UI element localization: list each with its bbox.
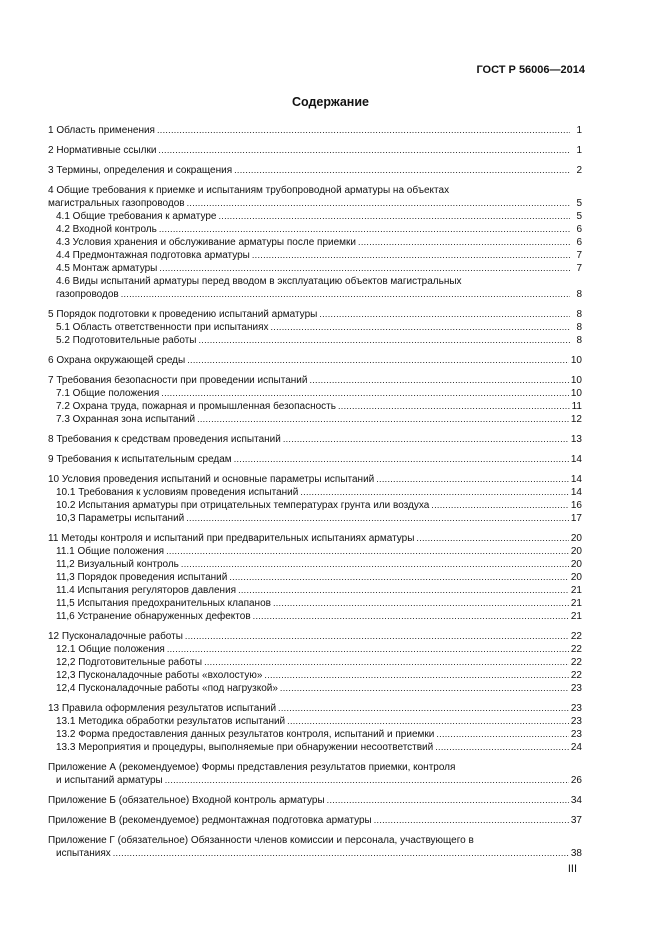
dot-leader	[436, 728, 569, 741]
toc-entry[interactable]: испытаниях ..... 38	[48, 847, 582, 860]
toc-subentry[interactable]: 7.1 Общие положения ..... 10	[48, 387, 582, 400]
toc-appendix-g	[48, 834, 582, 860]
toc-section-2	[48, 144, 582, 157]
page-ref: 34	[570, 795, 582, 806]
page-ref: 1	[576, 145, 582, 156]
page-ref: 23	[570, 683, 582, 694]
page-ref: 22	[570, 670, 582, 681]
toc-section-12	[48, 630, 582, 695]
toc-appendix-a	[48, 761, 582, 787]
toc-section-10	[48, 473, 582, 525]
dot-leader	[278, 702, 569, 715]
dot-leader	[165, 774, 569, 787]
toc-subentry[interactable]: 4.4 Предмонтажная подготовка арматуры ..... 7	[48, 249, 582, 262]
page-ref: 14	[570, 474, 582, 485]
toc-subentry[interactable]: 12,2 Подготовительные работы ..... 22	[48, 656, 582, 669]
toc-section-9	[48, 453, 582, 466]
dot-leader	[187, 354, 569, 367]
dot-leader	[187, 197, 570, 210]
dot-leader	[113, 847, 569, 860]
dot-leader	[319, 308, 570, 321]
dot-leader	[159, 262, 570, 275]
toc-entry[interactable]: Приложение В (рекомендуемое) редмонтажная подготовка арматуры ..... 37	[48, 814, 582, 827]
page-ref: 12	[570, 414, 582, 425]
dot-leader	[431, 499, 569, 512]
page-ref: 6	[576, 237, 582, 248]
dot-leader	[197, 413, 569, 426]
toc-subentry[interactable]: 11,6 Устранение обнаруженных дефектов ..... 21	[48, 610, 582, 623]
toc-appendix-v	[48, 814, 582, 827]
dot-leader	[264, 669, 568, 682]
page-ref: 23	[570, 703, 582, 714]
page-ref: 22	[570, 644, 582, 655]
dot-leader	[416, 532, 568, 545]
dot-leader	[273, 597, 569, 610]
toc-entry[interactable]: 1 Область применения ..... 1	[48, 124, 582, 137]
document-id: ГОСТ Р 56006—2014	[476, 64, 585, 76]
page-ref: 21	[570, 585, 582, 596]
page-ref: 8	[576, 289, 582, 300]
dot-leader	[234, 164, 570, 177]
toc-entry-line1[interactable]: Приложение Г (обязательное) Обязанности членов комиссии и персонала, участвующего в	[48, 835, 474, 846]
page-ref: 13	[570, 434, 582, 445]
page-ref: 23	[570, 729, 582, 740]
page-ref: 10	[570, 388, 582, 399]
toc-subentry[interactable]: 4.3 Условия хранения и обслуживание арматуры после приемки ..... 6	[48, 236, 582, 249]
toc-subentry[interactable]: 11.1 Общие положения ..... 20	[48, 545, 582, 558]
page-ref: 5	[576, 198, 582, 209]
page-ref: 8	[576, 309, 582, 320]
page-ref: 14	[570, 454, 582, 465]
page-ref: 6	[576, 224, 582, 235]
dot-leader	[271, 321, 571, 334]
dot-leader	[287, 715, 569, 728]
toc-subentry[interactable]: 4.1 Общие требования к арматуре ..... 5	[48, 210, 582, 223]
toc-subentry[interactable]: 10.1 Требования к условиям проведения испытаний ..... 14	[48, 486, 582, 499]
page-ref: 22	[570, 657, 582, 668]
dot-leader	[161, 387, 569, 400]
toc-subentry[interactable]: 11,5 Испытания предохранительных клапанов ..... 21	[48, 597, 582, 610]
page-ref: 7	[576, 263, 582, 274]
dot-leader	[167, 643, 569, 656]
page-ref: 20	[570, 572, 582, 583]
page-ref: 8	[576, 335, 582, 346]
toc-section-7	[48, 374, 582, 426]
toc-section-5	[48, 308, 582, 347]
page-ref: 10	[570, 375, 582, 386]
toc-subentry[interactable]: 13.1 Методика обработки результатов испытаний ..... 23	[48, 715, 582, 728]
toc-entry[interactable]: магистральных газопроводов ..... 5	[48, 197, 582, 210]
toc-appendix-b	[48, 794, 582, 807]
dot-leader	[166, 545, 569, 558]
toc-subentry[interactable]: 5.2 Подготовительные работы ..... 8	[48, 334, 582, 347]
toc-subentry[interactable]: 13.2 Форма предоставления данных результатов контроля, испытаний и приемки ..... 23	[48, 728, 582, 741]
page-ref: 2	[576, 165, 582, 176]
page-ref: 24	[570, 742, 582, 753]
dot-leader	[181, 558, 569, 571]
toc-subentry[interactable]: 11.4 Испытания регуляторов давления ..... 21	[48, 584, 582, 597]
page-ref: 11	[571, 401, 582, 412]
page-ref: 16	[570, 500, 582, 511]
toc-subentry[interactable]: 10.2 Испытания арматуры при отрицательных температурах грунта или воздуха ..... 16	[48, 499, 582, 512]
dot-leader	[338, 400, 570, 413]
dot-leader	[435, 741, 569, 754]
toc-entry[interactable]: 2 Нормативные ссылки ..... 1	[48, 144, 582, 157]
dot-leader	[199, 334, 571, 347]
toc-section-3	[48, 164, 582, 177]
toc-section-6	[48, 354, 582, 367]
page-ref: 10	[570, 355, 582, 366]
toc-entry[interactable]: 7 Требования безопасности при проведении испытаний ..... 10	[48, 374, 582, 387]
page-ref: 22	[570, 631, 582, 642]
toc-entry[interactable]: 11 Методы контроля и испытаний при предварительных испытаниях арматуры ..... 20	[48, 532, 582, 545]
toc-subentry[interactable]: 7.2 Охрана труда, пожарная и промышленная безопасность ..... 11	[48, 400, 582, 413]
page-ref: 20	[570, 533, 582, 544]
toc-subentry[interactable]: 7.3 Охранная зона испытаний ..... 12	[48, 413, 582, 426]
toc-subentry[interactable]: 13.3 Мероприятия и процедуры, выполняемые при обнаружении несоответствий ..... 24	[48, 741, 582, 754]
page-ref: 20	[570, 546, 582, 557]
dot-leader	[185, 630, 569, 643]
toc-subentry[interactable]: 12,3 Пусконаладочные работы «вхолостую» ..... 22	[48, 669, 582, 682]
toc-subentry[interactable]: 5.1 Область ответственности при испытаниях ..... 8	[48, 321, 582, 334]
dot-leader	[309, 374, 568, 387]
toc-entry[interactable]: и испытаний арматуры ..... 26	[48, 774, 582, 787]
page-ref: 21	[570, 611, 582, 622]
dot-leader	[159, 223, 570, 236]
toc-entry[interactable]: 3 Термины, определения и сокращения ..... 2	[48, 164, 582, 177]
toc-section-13	[48, 702, 582, 754]
dot-leader	[234, 453, 569, 466]
page-ref: 5	[576, 211, 582, 222]
toc-section-8	[48, 433, 582, 446]
toc-subentry[interactable]: 12,4 Пусконаладочные работы «под нагрузкой» ..... 23	[48, 682, 582, 695]
dot-leader	[327, 794, 569, 807]
dot-leader	[186, 512, 569, 525]
page-ref: 26	[570, 775, 582, 786]
toc-subentry[interactable]: 10,3 Параметры испытаний ..... 17	[48, 512, 582, 525]
dot-leader	[300, 486, 569, 499]
toc-section-1	[48, 124, 582, 137]
toc-subentry[interactable]: газопроводов ..... 8	[48, 288, 582, 301]
toc-entry[interactable]: 8 Требования к средствам проведения испытаний ..... 13	[48, 433, 582, 446]
toc-subentry[interactable]: 4.2 Входной контроль ..... 6	[48, 223, 582, 236]
dot-leader	[283, 433, 569, 446]
toc-subentry[interactable]: 4.5 Монтаж арматуры ..... 7	[48, 262, 582, 275]
toc-entry[interactable]: 5 Порядок подготовки к проведению испытаний арматуры ..... 8	[48, 308, 582, 321]
dot-leader	[158, 144, 570, 157]
table-of-contents	[48, 124, 582, 867]
dot-leader	[253, 610, 569, 623]
toc-section-4	[48, 184, 582, 301]
page-ref: 38	[570, 848, 582, 859]
toc-entry[interactable]: 12 Пусконаладочные работы ..... 22	[48, 630, 582, 643]
toc-entry[interactable]: 13 Правила оформления результатов испытаний ..... 23	[48, 702, 582, 715]
toc-entry[interactable]: 9 Требования к испытательным средам ..... 14	[48, 453, 582, 466]
dot-leader	[238, 584, 569, 597]
dot-leader	[280, 682, 569, 695]
dot-leader	[218, 210, 570, 223]
toc-subentry[interactable]: 12.1 Общие положения ..... 22	[48, 643, 582, 656]
page-ref: 21	[570, 598, 582, 609]
toc-section-11	[48, 532, 582, 623]
dot-leader	[252, 249, 570, 262]
toc-subentry-line1[interactable]: 4.6 Виды испытаний арматуры перед вводом в эксплуатацию объектов магистральных	[56, 276, 462, 287]
page-ref: 23	[570, 716, 582, 727]
toc-subentry[interactable]: 11,2 Визуальный контроль ..... 20	[48, 558, 582, 571]
dot-leader	[229, 571, 569, 584]
toc-entry[interactable]: Приложение Б (обязательное) Входной контроль арматуры ..... 34	[48, 794, 582, 807]
page-ref: 8	[576, 322, 582, 333]
page-ref: 20	[570, 559, 582, 570]
dot-leader	[358, 236, 570, 249]
page-ref: 17	[570, 513, 582, 524]
toc-entry[interactable]: 6 Охрана окружающей среды ..... 10	[48, 354, 582, 367]
dot-leader	[121, 288, 570, 301]
dot-leader	[376, 473, 569, 486]
dot-leader	[157, 124, 570, 137]
page-title: Содержание	[291, 95, 369, 109]
toc-subentry[interactable]: 11,3 Порядок проведения испытаний ..... 20	[48, 571, 582, 584]
page-ref: 37	[570, 815, 582, 826]
toc-entry-line1[interactable]: Приложение А (рекомендуемое) Формы представления результатов приемки, контроля	[48, 762, 456, 773]
page-number: III	[567, 863, 577, 875]
toc-entry[interactable]: 10 Условия проведения испытаний и основные параметры испытаний ..... 14	[48, 473, 582, 486]
toc-entry-line1[interactable]: 4 Общие требования к приемке и испытаниям трубопроводной арматуры на объектах	[48, 185, 450, 196]
page-ref: 1	[576, 125, 582, 136]
dot-leader	[204, 656, 569, 669]
page-ref: 14	[570, 487, 582, 498]
dot-leader	[374, 814, 569, 827]
page-ref: 7	[576, 250, 582, 261]
